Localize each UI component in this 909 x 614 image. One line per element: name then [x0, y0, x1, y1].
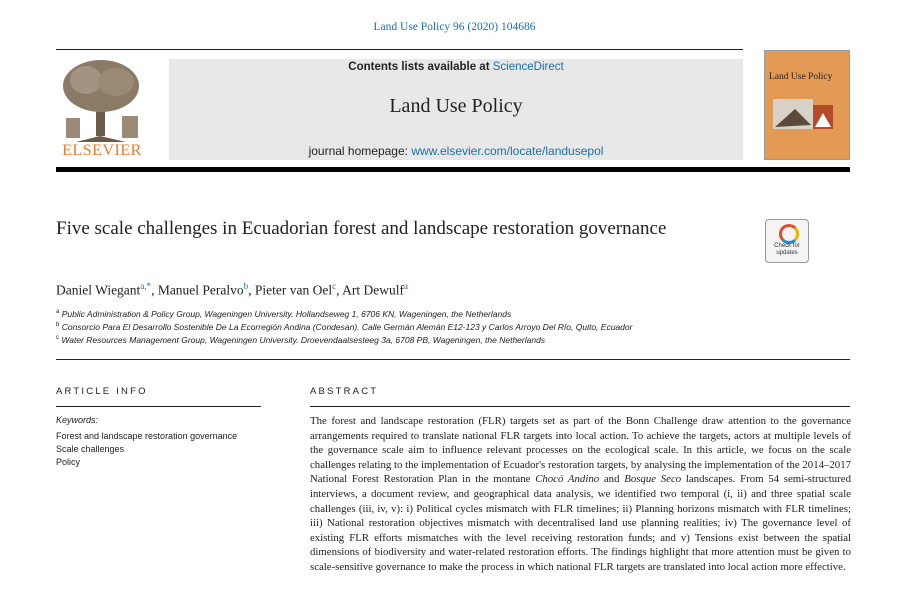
keyword-item: Policy: [56, 457, 81, 467]
article-info-heading: ARTICLE INFO: [56, 386, 148, 397]
author-name[interactable]: Daniel Wiegant: [56, 282, 141, 298]
author-list: Daniel Wiegant$^{a,*}$, Manuel Peralvo$^b$, Pieter van Oel$^c$, Art Dewulf$^a$: [56, 281, 409, 298]
publisher-name: ELSEVIER: [62, 142, 142, 159]
section-divider: [56, 359, 850, 360]
check-for-updates-button[interactable]: [765, 219, 809, 263]
homepage-prefix: journal homepage:: [308, 144, 412, 158]
article-info-rule: [56, 406, 261, 407]
contents-line: [169, 61, 743, 73]
header-rule: [56, 49, 743, 50]
keyword-item: Forest and landscape restoration governance: [56, 431, 238, 441]
homepage-link[interactable]: www.elsevier.com/locate/landusepol: [411, 144, 604, 158]
header-divider: [56, 167, 850, 172]
author-affiliation-mark[interactable]: b: [243, 281, 249, 291]
abstract-heading: ABSTRACT: [310, 386, 379, 397]
affiliation-c: $^c$ Water Resources Management Group, Wageningen University. Droevendaalsesteeg 3a, 6708 PB, Wageningen, the Netherlands: [56, 335, 546, 345]
journal-cover-thumbnail[interactable]: [764, 50, 850, 160]
elsevier-logo[interactable]: [56, 58, 148, 160]
contents-prefix: Contents lists available at: [348, 61, 493, 73]
cover-image-icon: [765, 91, 850, 141]
author-name[interactable]: Art Dewulf: [342, 282, 405, 298]
abstract-text: The forest and landscape restoration (FLR) targets set as part of the Bonn Challenge draw attention to the governance arrangements required to translate national FLR targets into local action. To achieve the targets, actors at multiple levels of the governance scale aim to influence relevant processes on the ecological scale. In this article, we focus on the scale challenges relating to the implementation of Ecuador's restoration targets, by analysing the implementation of the 2014–2017 National Forest Restoration Plan in the montane Chocó Andino and Bosque Seco landscapes. From 54 semi-structured interviews, a document review, and geographical data analysis, we identified two temporal (i, ii) and three spatial scale challenges (iii, iv, v): i) Political cycles mismatch with FLR timelines; ii) Planning horizons mismatch with FLR timelines; iii) National restoration objectives mismatch with decentralised land use planning realities; iv) The governance level of existing FLR efforts mismatches with the level receiving restoration funds; and v) Tensions exist between the spatial dimensions of biodiversity and water-related restoration efforts. The findings highlight that more attention must be given to scale-sensitive governance to make the process in which national FLR targets are translated into local action more effective.: [310, 415, 851, 573]
sciencedirect-link[interactable]: ScienceDirect: [492, 61, 564, 73]
journal-citation[interactable]: Land Use Policy 96 (2020) 104686: [373, 21, 536, 33]
crossmark-icon: [779, 224, 799, 244]
affiliation-a: $^a$ Public Administration & Policy Group, Wageningen University. Hollandseweg 1, 6706 KN, Wageningen, the Netherlands: [56, 309, 512, 319]
journal-title: Land Use Policy: [389, 95, 523, 117]
crossmark-label: Check for updates: [774, 243, 800, 256]
keyword-item: Scale challenges: [56, 444, 125, 454]
author-affiliation-mark[interactable]: a: [404, 281, 409, 291]
affiliation-b: $^b$ Consorcio Para El Desarrollo Sostenible De La Ecorregión Andina (Condesan). Calle Germán Alemán E12-123 y Carlos Arroyo Del Río, Quito, Ecuador: [56, 322, 633, 332]
author-name[interactable]: Pieter van Oel: [254, 282, 333, 298]
cover-title: Land Use Policy: [769, 72, 833, 82]
article-title: Five scale challenges in Ecuadorian forest and landscape restoration governance: [56, 218, 667, 239]
abstract-rule: [310, 406, 850, 407]
keywords-label: Keywords:: [56, 415, 99, 425]
author-affiliation-mark[interactable]: a,*: [140, 281, 152, 291]
journal-homepage: [169, 144, 743, 158]
author-affiliation-mark[interactable]: c: [332, 281, 337, 291]
author-name[interactable]: Manuel Peralvo: [157, 282, 244, 298]
